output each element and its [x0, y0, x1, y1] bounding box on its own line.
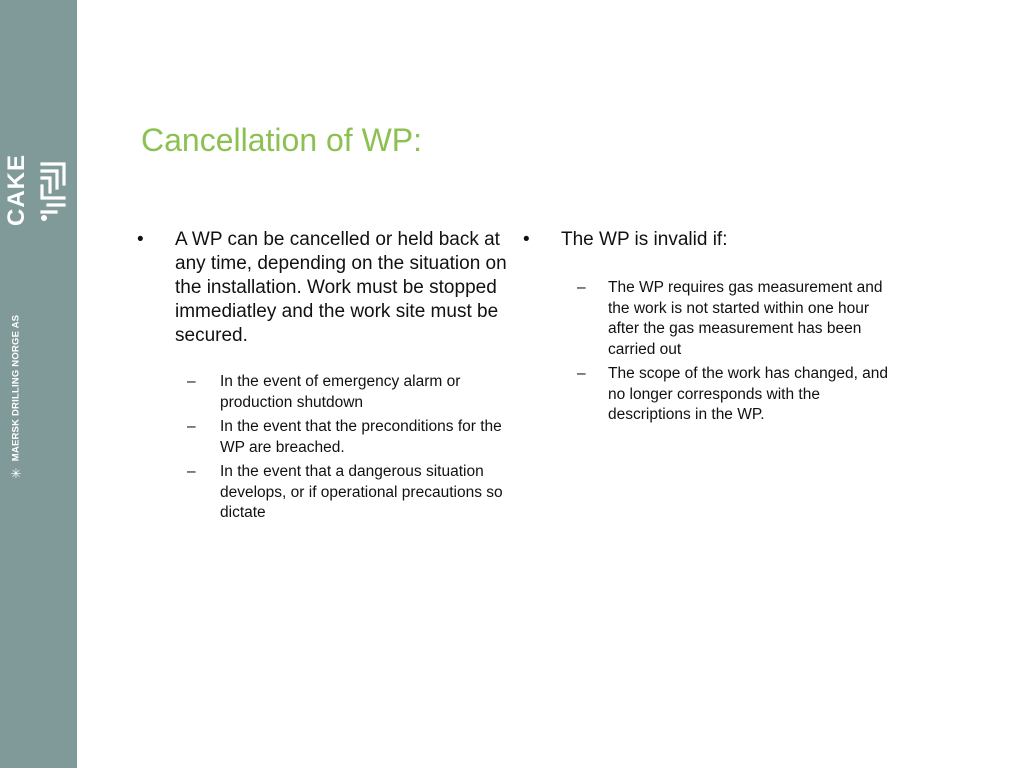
- left-bullet: [137, 228, 512, 348]
- sidebar: [0, 0, 77, 768]
- dash-marker: –: [577, 279, 586, 296]
- right-bullet: [523, 228, 903, 252]
- left-column: [137, 228, 512, 528]
- dash-marker: –: [187, 418, 196, 435]
- list-item: [137, 462, 512, 524]
- maersk-star-icon: ✳: [10, 466, 22, 481]
- list-item-text: In the event that the preconditions for the WP are breached.: [220, 418, 502, 456]
- list-item: [137, 372, 512, 413]
- right-column: [523, 228, 903, 430]
- slide-title: Cancellation of WP:: [141, 122, 423, 158]
- list-item-text: The scope of the work has changed, and no longer corresponds with the descriptions in the WP.: [608, 365, 889, 423]
- left-sublist: [137, 372, 512, 524]
- cake-logo-text: CAKE: [3, 153, 30, 227]
- right-bullet-text: The WP is invalid if:: [561, 229, 728, 250]
- bullet-marker: •: [137, 229, 144, 250]
- left-bullet-text: A WP can be cancelled or held back at any time, depending on the situation on the installation. Work must be stopped immediatley and the work site must be secured.: [175, 229, 507, 346]
- list-item: [137, 417, 512, 458]
- bullet-marker: •: [523, 229, 530, 250]
- dash-marker: –: [187, 463, 196, 480]
- list-item-text: In the event that a dangerous situation develops, or if operational precautions so dictate: [220, 463, 503, 521]
- company-name: MAERSK DRILLING NORGE AS: [10, 314, 22, 462]
- list-item-text: The WP requires gas measurement and the work is not started within one hour after the gas measurement has been carried out: [608, 279, 883, 358]
- list-item-text: In the event of emergency alarm or production shutdown: [220, 373, 461, 411]
- right-sublist: [523, 278, 903, 426]
- list-item: [523, 364, 903, 426]
- dash-marker: –: [577, 365, 586, 382]
- list-item: [523, 278, 903, 360]
- dash-marker: –: [187, 373, 196, 390]
